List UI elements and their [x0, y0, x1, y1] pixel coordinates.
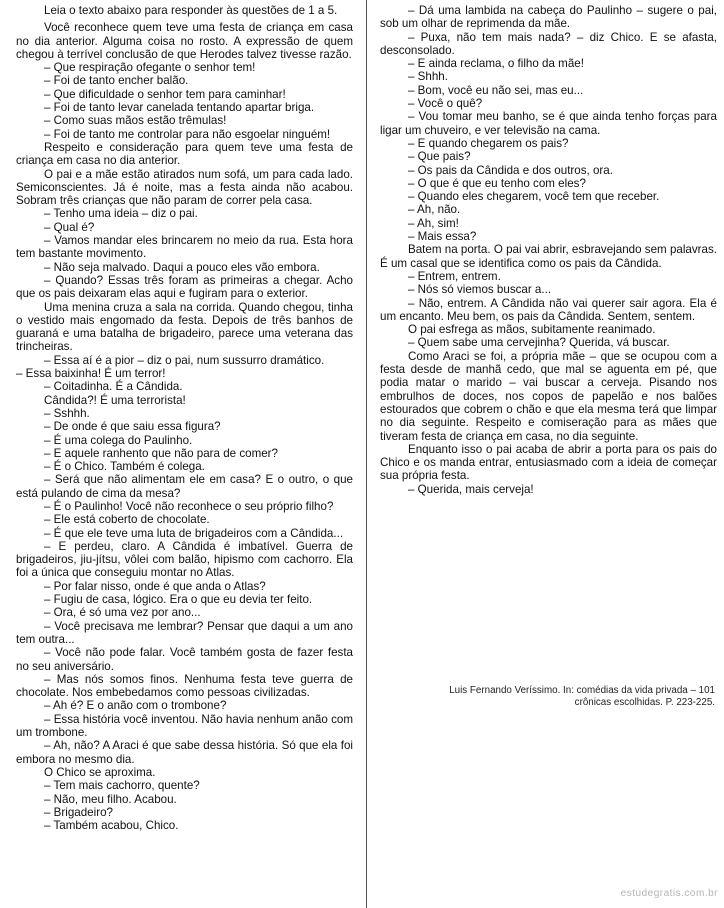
- narrative-paragraph: Você reconhece quem teve uma festa de criança em casa no dia anterior. Alguma coisa no rosto. A expressão de quem chegou à terrível conclusão de que Herodes talvez tivesse razão.: [16, 21, 353, 61]
- dialogue-line: – Qual é?: [44, 220, 95, 234]
- dialogue-line: – É uma colega do Paulinho.: [44, 433, 193, 447]
- dialogue-line: – Querida, mais cerveja!: [408, 482, 534, 496]
- dialogue-line: – Mais essa?: [408, 230, 477, 244]
- credit-line-1: Luis Fernando Veríssimo. In: comédias da vida privada – 101: [449, 685, 715, 696]
- dialogue-line: – Não, meu filho. Acabou.: [44, 792, 177, 806]
- dialogue-line: – Brigadeiro?: [44, 805, 113, 819]
- dialogue-line: – Vou tomar meu banho, se é que ainda tenho forças para ligar um chuveiro, e ver televisão na cama.: [380, 110, 717, 137]
- dialogue-line: – Foi de tanto me controlar para não esgoelar ninguém!: [44, 127, 331, 141]
- dialogue-line: – Essa aí é a pior – diz o pai, num sussurro dramático.: [44, 353, 325, 367]
- dialogue-line: – Foi de tanto levar canelada tentando apartar briga.: [44, 101, 315, 115]
- dialogue-line: – Ora, é só uma vez por ano...: [44, 606, 201, 620]
- instruction-heading: Leia o texto abaixo para responder às questões de 1 a 5.: [44, 4, 338, 17]
- dialogue-line: Cândida?! É uma terrorista!: [44, 393, 186, 407]
- dialogue-line: – Nós só viemos buscar a...: [408, 283, 552, 297]
- dialogue-line: – Ah, sim!: [408, 216, 459, 230]
- dialogue-line: – Não, entrem. A Cândida não vai querer sair agora. Ela é um encanto. Meu bem, os pais da Cândida. Sentem, sentem.: [380, 296, 717, 323]
- dialogue-line: – Como suas mãos estão trêmulas!: [44, 114, 227, 128]
- dialogue-line: – Que respiração ofegante o senhor tem!: [44, 61, 256, 75]
- narrative-paragraph: Uma menina cruza a sala na corrida. Quando chegou, tinha o vestido mais engomado da festa. Depois de três banhos de guaraná e uma batalha de brigadeiro, parece uma veterana das trincheiras.: [16, 300, 353, 354]
- dialogue-line: – Bom, você eu não sei, mas eu...: [408, 83, 584, 97]
- dialogue-line: – Também acabou, Chico.: [44, 819, 179, 833]
- dialogue-line: – E quando chegarem os pais?: [408, 136, 569, 150]
- dialogue-line: – Você o quê?: [408, 97, 483, 111]
- dialogue-line: – Quem sabe uma cervejinha? Querida, vá buscar.: [408, 336, 670, 350]
- dialogue-line: – Será que não alimentam ele em casa? E o outro, o que está pulando de cima da mesa?: [16, 473, 353, 500]
- dialogue-line: O Chico se aproxima.: [44, 765, 156, 779]
- narrative-paragraph: Respeito e consideração para quem teve uma festa de criança em casa no dia anterior.: [16, 140, 353, 168]
- dialogue-line: – Por falar nisso, onde é que anda o Atlas?: [44, 579, 266, 593]
- dialogue-line: – Você não pode falar. Você também gosta de fazer festa no seu aniversário.: [16, 646, 353, 673]
- dialogue-line: – Mas nós somos finos. Nenhuma festa teve guerra de chocolate. Nos embebedamos como pessoas civilizadas.: [16, 672, 353, 700]
- dialogue-line: – De onde é que saiu essa figura?: [44, 420, 221, 434]
- dialogue-line: – E perdeu, claro. A Cândida é imbatível. Guerra de brigadeiros, jiu-jítsu, vôlei com balão, hipismo com cachorro. Ela foi a única que conseguiu montar no Atlas.: [16, 539, 353, 580]
- narrative-paragraph: O pai e a mãe estão atirados num sofá, um para cada lado. Semiconscientes. Já é noite, mas a festa ainda não acabou. Sobram três crianças que não param de correr pela casa.: [16, 167, 353, 208]
- dialogue-line: – É o Chico. Também é colega.: [44, 460, 205, 474]
- dialogue-line: – Sshhh.: [44, 406, 90, 420]
- text-column-left: [16, 4, 353, 832]
- right-column-body: [380, 4, 717, 496]
- dialogue-line: – Que dificuldade o senhor tem para caminhar!: [44, 87, 286, 101]
- dialogue-line: – O que é que eu tenho com eles?: [408, 176, 586, 190]
- dialogue-line: – Quando? Essas três foram as primeiras a chegar. Acho que os pais deixaram elas aqui e fugiram para o exterior.: [16, 273, 353, 301]
- dialogue-line: – Vamos mandar eles brincarem no meio da rua. Esta hora tem bastante movimento.: [16, 234, 353, 261]
- dialogue-line: – Os pais da Cândida e dos outros, ora.: [408, 163, 613, 177]
- dialogue-line: – Tem mais cachorro, quente?: [44, 779, 200, 793]
- narrative-paragraph: O pai esfrega as mãos, subitamente reanimado.: [408, 323, 656, 337]
- dialogue-line: – Essa história você inventou. Não havia nenhum anão com um trombone.: [16, 712, 353, 740]
- dialogue-line: – Entrem, entrem.: [408, 269, 501, 283]
- dialogue-line: – Ah é? E o anão com o trombone?: [44, 699, 227, 713]
- dialogue-line: – Você precisava me lembrar? Pensar que daqui a um ano tem outra...: [16, 619, 353, 646]
- narrative-paragraph: Como Araci se foi, a própria mãe – que se ocupou com a festa desde de manhã cedo, que mal se aguenta em pé, que podia matar o marido – vai buscar a cerveja. Pisando nos embrulhos de doces, nos copos de papelão e nos balões estourados que cobrem o chão e que ela mesma terá que limpar no dia seguinte. Respeito e comiseração para as mães que tiveram festa de criança em casa, no dia seguinte.: [380, 349, 717, 443]
- narrative-paragraph: Enquanto isso o pai acaba de abrir a porta para os pais do Chico e os manda entrar, entusiasmado com a ideia de começar sua própria festa.: [380, 442, 717, 483]
- credit-line-2: crônicas escolhidas. P. 223-225.: [574, 697, 715, 708]
- dialogue-line: – Foi de tanto encher balão.: [44, 74, 189, 88]
- dialogue-line: – Tenho uma ideia – diz o pai.: [44, 207, 198, 221]
- dialogue-line: – E ainda reclama, o filho da mãe!: [408, 57, 584, 71]
- dialogue-line: – Que pais?: [408, 150, 471, 164]
- narrative-paragraph: Batem na porta. O pai vai abrir, esbravejando sem palavras. É um casal que se identifica como os pais da Cândida.: [380, 243, 717, 270]
- dialogue-line: – Não seja malvado. Daqui a pouco eles vão embora.: [44, 260, 320, 274]
- column-divider: [366, 0, 367, 908]
- dialogue-line: – Coitadinha. É a Cândida.: [44, 380, 183, 394]
- dialogue-line: – Ah, não.: [408, 203, 461, 217]
- text-column-right: [380, 4, 717, 496]
- dialogue-line: – Quando eles chegarem, você tem que receber.: [408, 190, 660, 204]
- dialogue-line: – Fugiu de casa, lógico. Era o que eu devia ter feito.: [44, 593, 313, 607]
- left-column-body: [16, 21, 353, 832]
- dialogue-line: – Ah, não? A Araci é que sabe dessa história. Só que ela foi embora no mesmo dia.: [16, 739, 353, 766]
- dialogue-line: – Puxa, não tem mais nada? – diz Chico. E se afasta, desconsolado.: [380, 30, 717, 57]
- dialogue-line: – É que ele teve uma luta de brigadeiros com a Cândida...: [44, 526, 344, 540]
- dialogue-line: – Dá uma lambida na cabeça do Paulinho – sugere o pai, sob um olhar de reprimenda da mãe.: [380, 4, 717, 31]
- dialogue-line: – Shhh.: [408, 70, 448, 84]
- site-watermark: estudegratis.com.br: [620, 887, 718, 899]
- dialogue-line: – É o Paulinho! Você não reconhece o seu próprio filho?: [44, 499, 334, 513]
- dialogue-line: – E aquele ranhento que não para de comer?: [44, 446, 278, 460]
- dialogue-line: – Ele está coberto de chocolate.: [44, 513, 210, 527]
- dialogue-line: – Essa baixinha! É um terror!: [16, 367, 166, 381]
- source-credit: [380, 685, 715, 709]
